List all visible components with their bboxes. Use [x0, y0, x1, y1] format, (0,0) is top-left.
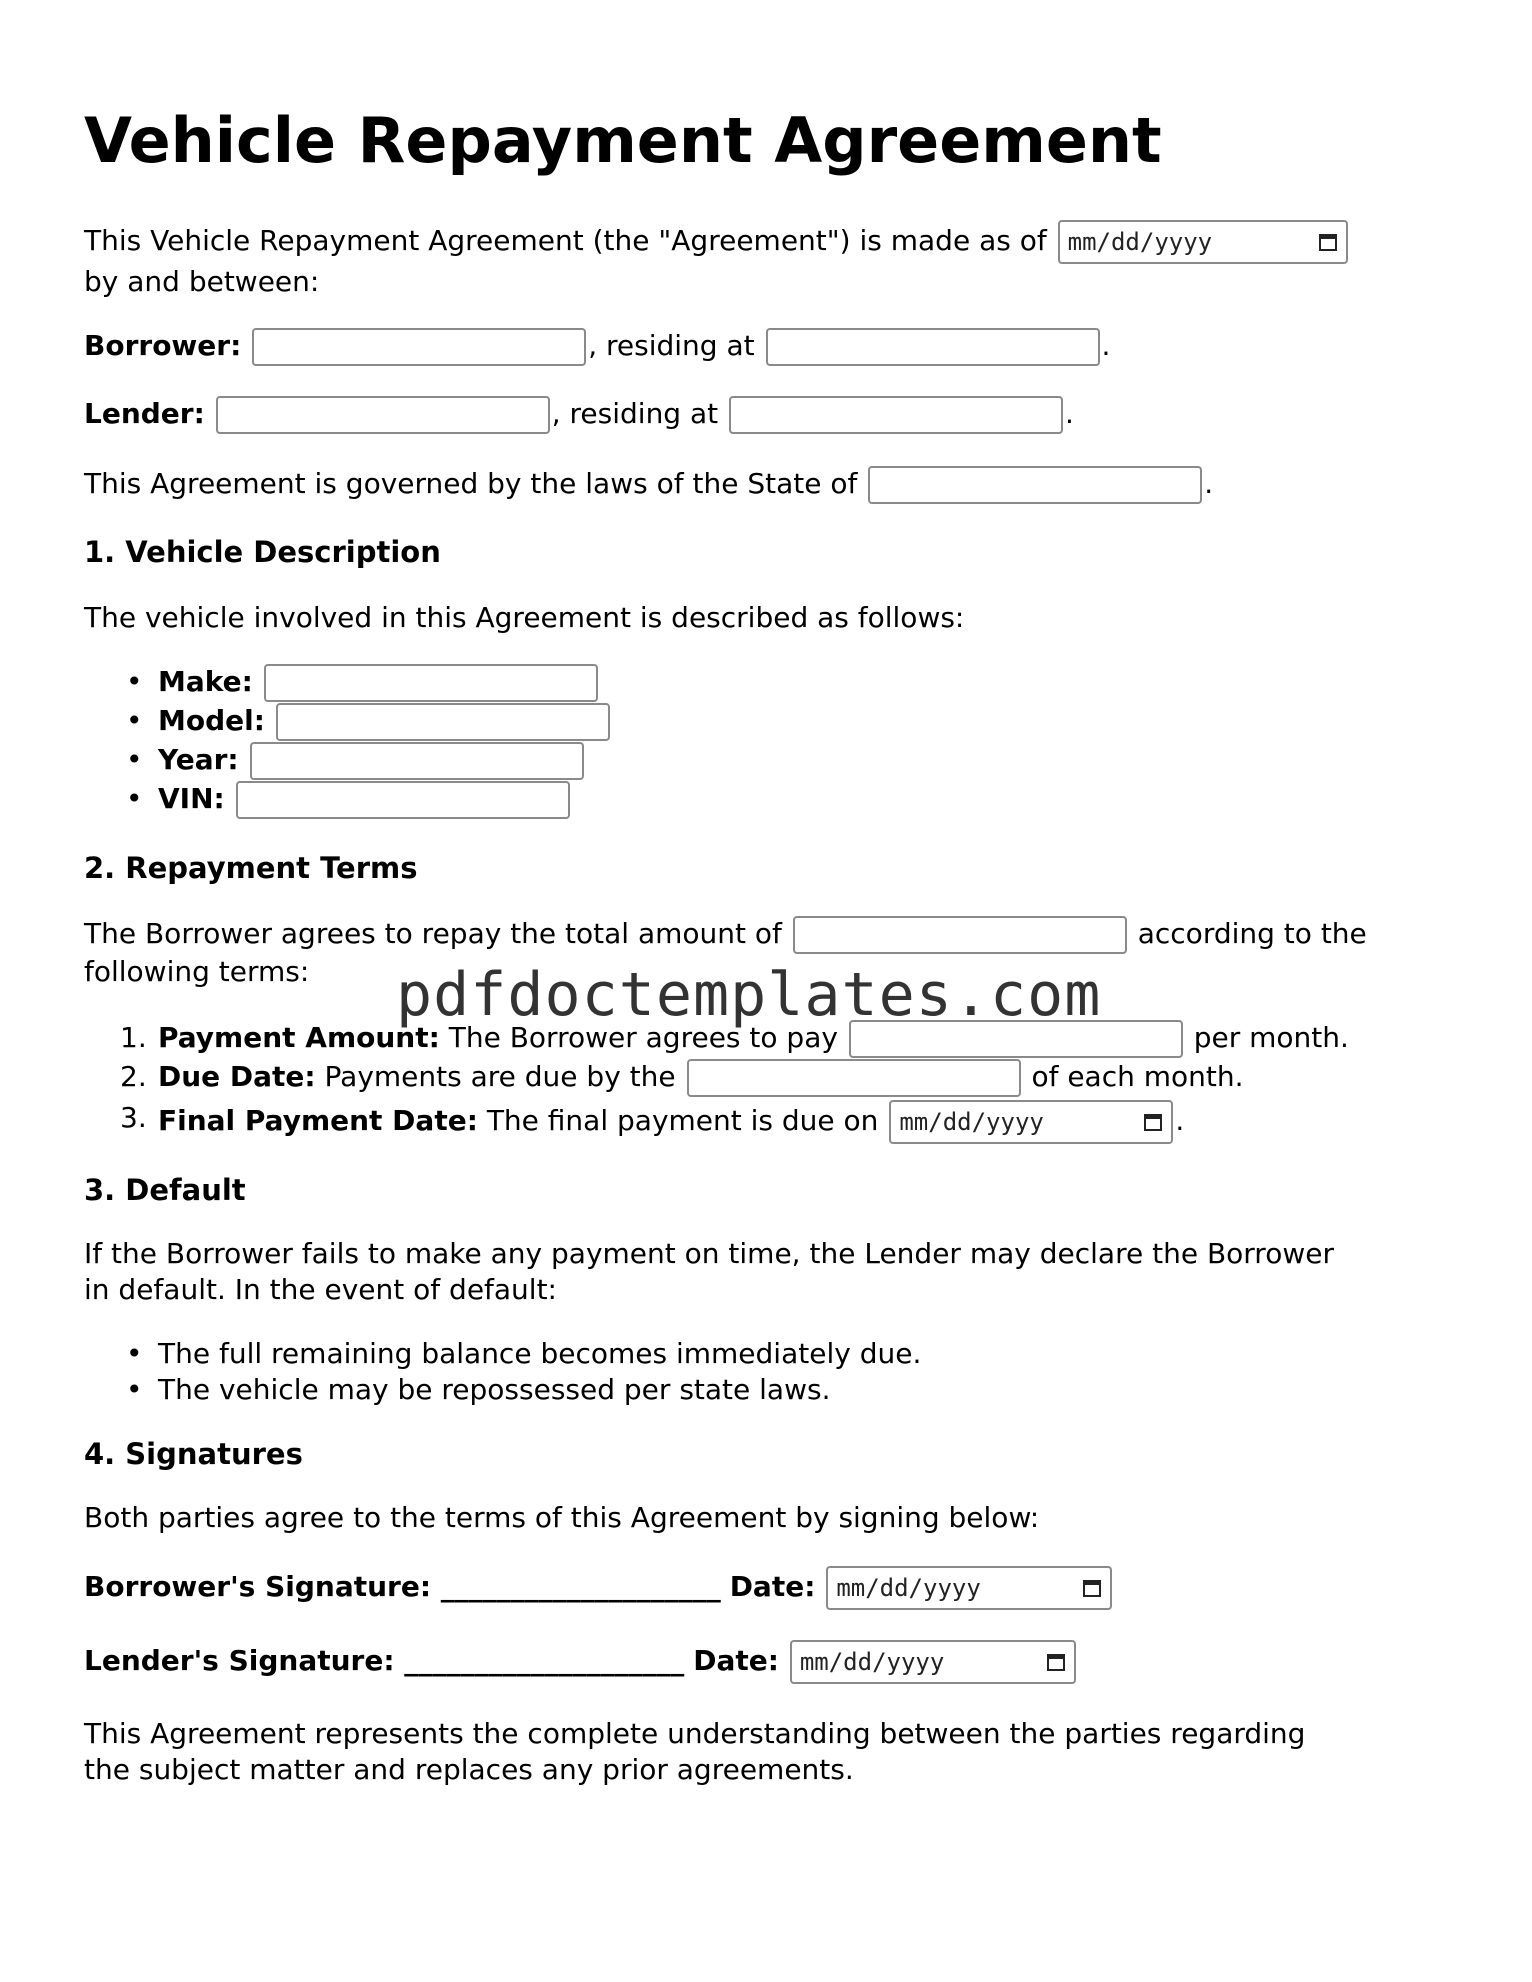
date-placeholder: mm/dd/yyyy	[899, 1108, 1044, 1136]
lender-signature-date-input[interactable]	[790, 1640, 1076, 1684]
model-label: Model:	[158, 704, 265, 737]
borrower-label: Borrower:	[84, 329, 242, 362]
default-item-text: The vehicle may be repossessed per state laws.	[158, 1373, 831, 1406]
term-label: Due Date:	[158, 1060, 316, 1093]
closing-line-1: This Agreement represents the complete understanding between the parties regarding	[84, 1717, 1306, 1750]
repay-text-after: according to the	[1137, 917, 1367, 950]
lender-signature-label: Lender's Signature: ____________________	[84, 1644, 685, 1677]
borrower-name-field[interactable]	[252, 328, 586, 366]
default-line-2: in default. In the event of default:	[84, 1273, 557, 1306]
lender-label: Lender:	[84, 397, 205, 430]
vin-label: VIN:	[158, 782, 225, 815]
signatures-text: Both parties agree to the terms of this Agreement by signing below:	[84, 1501, 1040, 1534]
year-label: Year:	[158, 743, 239, 776]
closing-line-2: the subject matter and replaces any prior agreements.	[84, 1753, 854, 1786]
bullet: •	[126, 1337, 143, 1370]
governing-law-end: .	[1204, 467, 1214, 500]
lender-address-field[interactable]	[729, 396, 1063, 434]
lender-date-label: Date:	[693, 1644, 779, 1677]
intro-line-1	[84, 220, 1350, 264]
default-item-text: The full remaining balance becomes immediately due.	[158, 1337, 922, 1370]
model-field[interactable]	[276, 703, 610, 741]
borrower-signature-label: Borrower's Signature: ____________________	[84, 1570, 721, 1603]
calendar-icon[interactable]	[1143, 1112, 1163, 1132]
bullet: •	[126, 743, 143, 776]
term-final-payment	[84, 1100, 1184, 1144]
repay-line-1	[84, 916, 1367, 954]
lender-residing-text: , residing at	[551, 397, 719, 430]
final-payment-date-input[interactable]	[889, 1100, 1173, 1144]
vin-field[interactable]	[236, 781, 570, 819]
term-text: The final payment is due on	[486, 1104, 879, 1137]
vehicle-make-item	[84, 664, 600, 702]
borrower-residing-text: , residing at	[588, 329, 755, 362]
vehicle-model-item	[84, 703, 612, 741]
repay-line-2: following terms:	[84, 955, 310, 988]
term-after: .	[1175, 1104, 1185, 1137]
make-label: Make:	[158, 665, 253, 698]
borrower-signature-row	[84, 1566, 1114, 1610]
borrower-end: .	[1101, 329, 1111, 362]
calendar-icon[interactable]	[1082, 1578, 1102, 1598]
make-field[interactable]	[264, 664, 598, 702]
section-1-heading: 1. Vehicle Description	[84, 535, 441, 569]
vehicle-year-item	[84, 742, 586, 780]
lender-row	[84, 396, 1074, 434]
term-label: Final Payment Date:	[158, 1104, 478, 1137]
term-after: of each month.	[1031, 1060, 1244, 1093]
vehicle-vin-item	[84, 781, 572, 819]
year-field[interactable]	[250, 742, 584, 780]
term-text: The Borrower agrees to pay	[448, 1021, 838, 1054]
section-4-heading: 4. Signatures	[84, 1437, 303, 1471]
bullet: •	[126, 1373, 143, 1406]
term-number: 1.	[120, 1021, 147, 1054]
governing-law-row	[84, 466, 1213, 504]
agreement-date-input[interactable]	[1058, 220, 1348, 264]
term-due-date	[84, 1059, 1244, 1097]
page-title: Vehicle Repayment Agreement	[84, 104, 1162, 177]
bullet: •	[126, 665, 143, 698]
section-1-text: The vehicle involved in this Agreement is described as follows:	[84, 601, 965, 634]
term-text: Payments are due by the	[324, 1060, 676, 1093]
lender-end: .	[1065, 397, 1074, 430]
section-2-heading: 2. Repayment Terms	[84, 851, 418, 885]
borrower-row	[84, 328, 1110, 366]
section-3-heading: 3. Default	[84, 1173, 246, 1207]
lender-signature-row	[84, 1640, 1078, 1684]
due-day-field[interactable]	[687, 1059, 1021, 1097]
term-number: 3.	[120, 1101, 147, 1134]
borrower-address-field[interactable]	[766, 328, 1100, 366]
term-label: Payment Amount:	[158, 1021, 440, 1054]
default-line-1: If the Borrower fails to make any payment on time, the Lender may declare the Borrower	[84, 1237, 1334, 1270]
total-amount-field[interactable]	[793, 916, 1127, 954]
term-number: 2.	[120, 1060, 147, 1093]
default-item-2	[84, 1372, 830, 1408]
bullet: •	[126, 704, 143, 737]
borrower-date-label: Date:	[729, 1570, 816, 1603]
calendar-icon[interactable]	[1318, 232, 1338, 252]
date-placeholder: mm/dd/yyyy	[1067, 228, 1213, 256]
date-placeholder: mm/dd/yyyy	[836, 1574, 981, 1602]
term-after: per month.	[1193, 1021, 1349, 1054]
calendar-icon[interactable]	[1046, 1652, 1066, 1672]
borrower-signature-date-input[interactable]	[826, 1566, 1112, 1610]
lender-name-field[interactable]	[216, 396, 550, 434]
governing-law-text: This Agreement is governed by the laws of the State of	[84, 467, 858, 500]
intro-text: This Vehicle Repayment Agreement (the "Agreement") is made as of	[84, 224, 1047, 257]
watermark-text: pdfdoctemplates.com	[396, 960, 1102, 1030]
intro-line-2: by and between:	[84, 265, 320, 298]
date-placeholder: mm/dd/yyyy	[799, 1648, 945, 1676]
repay-text: The Borrower agrees to repay the total amount of	[84, 917, 782, 950]
default-item-1	[84, 1336, 921, 1372]
state-field[interactable]	[868, 466, 1202, 504]
bullet: •	[126, 782, 143, 815]
